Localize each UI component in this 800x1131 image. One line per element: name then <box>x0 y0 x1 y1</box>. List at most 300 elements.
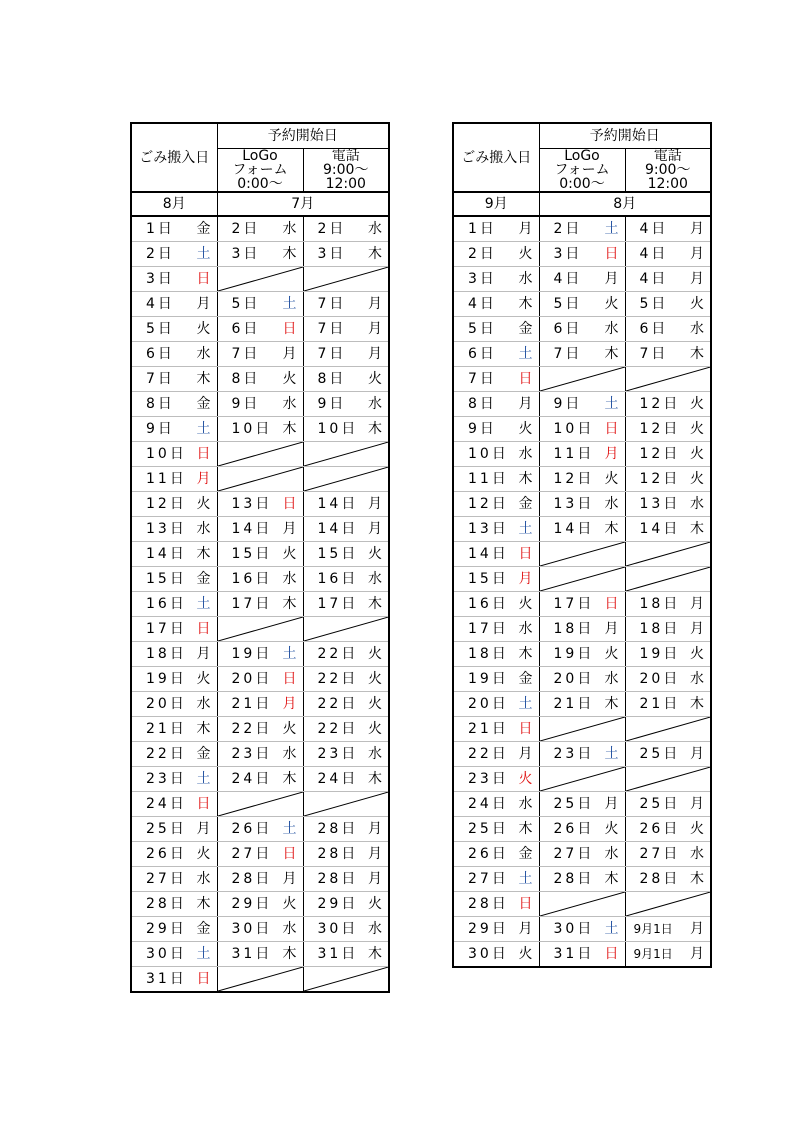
collection-day-cell <box>453 942 539 968</box>
diagonal-slash <box>540 367 625 391</box>
collection-day-cell <box>453 342 539 367</box>
table-row <box>131 667 389 692</box>
phone-cell <box>625 467 711 492</box>
phone-header-line: 12:00 <box>647 176 688 192</box>
date-cell <box>540 242 625 266</box>
phone-cell <box>303 892 389 917</box>
collection-day-cell <box>131 267 217 292</box>
date-label: 30日 <box>468 946 509 962</box>
weekday-label: 火 <box>196 321 211 337</box>
table-row <box>131 617 389 642</box>
date-cell <box>132 717 217 741</box>
date-label: 28日 <box>468 896 509 912</box>
schedule-table-2 <box>452 122 712 968</box>
date-cell <box>218 342 303 366</box>
date-label: 29日 <box>231 896 273 912</box>
weekday-label: 月 <box>690 271 704 287</box>
date-cell <box>132 742 217 766</box>
collection-day-cell <box>131 467 217 492</box>
date-cell <box>132 242 217 266</box>
date-cell <box>218 892 303 916</box>
logo-form-cell <box>539 342 625 367</box>
reservation-start-header: 予約開始日 <box>539 123 711 149</box>
logo-form-cell <box>217 792 303 817</box>
date-cell <box>454 367 539 391</box>
date-cell <box>540 842 625 866</box>
collection-day-cell <box>131 567 217 592</box>
collection-day-cell <box>453 492 539 517</box>
weekday-label: 火 <box>282 896 297 912</box>
date-label: 9日 <box>231 396 261 412</box>
phone-cell <box>625 867 711 892</box>
phone-cell <box>625 317 711 342</box>
phone-cell <box>625 567 711 592</box>
date-label: 31日 <box>553 946 595 962</box>
logo-form-header <box>539 149 625 193</box>
weekday-label: 月 <box>604 271 619 287</box>
date-cell <box>540 642 625 666</box>
date-cell <box>454 392 539 416</box>
date-label: 31日 <box>231 946 273 962</box>
date-label: 7日 <box>553 346 583 362</box>
weekday-label: 日 <box>282 321 297 337</box>
weekday-label: 木 <box>282 246 297 262</box>
date-label: 31日 <box>146 971 187 987</box>
date-label: 16日 <box>317 571 359 587</box>
date-label: 28日 <box>231 871 273 887</box>
date-label: 13日 <box>639 496 681 512</box>
date-cell <box>304 367 389 391</box>
date-label: 29日 <box>146 921 187 937</box>
date-cell <box>626 842 711 866</box>
weekday-label: 月 <box>368 496 382 512</box>
logo-form-cell <box>539 842 625 867</box>
date-cell <box>132 642 217 666</box>
weekday-label: 土 <box>282 646 297 662</box>
collection-day-cell <box>131 492 217 517</box>
date-cell <box>626 317 711 341</box>
date-label: 25日 <box>468 821 509 837</box>
date-cell <box>454 292 539 316</box>
date-cell <box>218 867 303 891</box>
date-label: 18日 <box>639 621 681 637</box>
weekday-label: 木 <box>368 246 382 262</box>
weekday-label: 月 <box>368 871 382 887</box>
weekday-label: 日 <box>196 446 211 462</box>
weekday-label: 火 <box>518 946 533 962</box>
date-cell <box>626 867 711 891</box>
weekday-label: 木 <box>368 596 382 612</box>
weekday-label: 月 <box>196 821 211 837</box>
date-cell <box>454 792 539 816</box>
date-label: 8日 <box>317 371 347 387</box>
date-label: 13日 <box>468 521 509 537</box>
collection-day-cell <box>453 242 539 267</box>
collection-day-header: ごみ搬入日 <box>131 123 217 192</box>
date-label: 3日 <box>468 271 497 287</box>
weekday-label: 水 <box>518 446 533 462</box>
date-cell <box>132 367 217 391</box>
phone-cell <box>625 267 711 292</box>
phone-cell <box>303 492 389 517</box>
collection-day-cell <box>453 742 539 767</box>
weekday-label: 木 <box>282 946 297 962</box>
date-cell <box>626 817 711 841</box>
date-label: 12日 <box>639 421 681 437</box>
date-cell <box>454 842 539 866</box>
date-label: 17日 <box>231 596 273 612</box>
collection-day-cell <box>453 867 539 892</box>
table-row <box>131 692 389 717</box>
date-label: 4日 <box>146 296 175 312</box>
date-cell <box>218 567 303 591</box>
date-label: 13日 <box>553 496 595 512</box>
logo-form-cell <box>539 242 625 267</box>
date-cell <box>304 517 389 541</box>
collection-day-cell <box>453 392 539 417</box>
phone-cell <box>625 442 711 467</box>
date-label: 27日 <box>553 846 595 862</box>
weekday-label: 月 <box>518 746 533 762</box>
weekday-label: 火 <box>690 471 704 487</box>
collection-day-cell <box>131 542 217 567</box>
weekday-label: 土 <box>196 771 211 787</box>
date-cell <box>304 542 389 566</box>
weekday-label: 水 <box>518 621 533 637</box>
date-label: 2日 <box>146 246 175 262</box>
date-cell <box>218 242 303 266</box>
weekday-label: 日 <box>282 671 297 687</box>
weekday-label: 木 <box>196 896 211 912</box>
schedule-table-1 <box>130 122 390 993</box>
logo-form-cell <box>217 842 303 867</box>
weekday-label: 木 <box>518 296 533 312</box>
date-label: 18日 <box>146 646 187 662</box>
date-label: 8日 <box>468 396 497 412</box>
collection-day-cell <box>131 717 217 742</box>
collection-day-cell <box>453 267 539 292</box>
weekday-label: 月 <box>368 846 382 862</box>
date-label: 19日 <box>639 646 681 662</box>
weekday-label: 火 <box>282 721 297 737</box>
date-cell <box>132 767 217 791</box>
weekday-label: 火 <box>368 896 382 912</box>
date-label: 3日 <box>317 246 347 262</box>
table-row <box>131 467 389 492</box>
not-applicable-cell <box>218 467 303 491</box>
table-row <box>131 317 389 342</box>
date-cell <box>132 217 217 241</box>
logo-form-cell <box>539 517 625 542</box>
weekday-label: 木 <box>690 346 704 362</box>
logo-form-cell <box>539 492 625 517</box>
phone-header-line: 電話 <box>653 148 682 164</box>
date-cell <box>132 542 217 566</box>
date-cell <box>540 317 625 341</box>
phone-cell <box>625 542 711 567</box>
date-label: 24日 <box>146 796 187 812</box>
not-applicable-cell <box>626 542 711 566</box>
table-row <box>131 492 389 517</box>
date-cell <box>626 592 711 616</box>
date-cell <box>132 842 217 866</box>
date-label: 26日 <box>639 821 681 837</box>
weekday-label: 金 <box>518 321 533 337</box>
phone-cell <box>303 442 389 467</box>
collection-day-cell <box>131 317 217 342</box>
collection-day-cell <box>453 442 539 467</box>
collection-day-cell <box>131 817 217 842</box>
date-label: 22日 <box>146 746 187 762</box>
not-applicable-cell <box>540 717 625 741</box>
weekday-label: 火 <box>690 396 704 412</box>
not-applicable-cell <box>304 442 389 466</box>
date-cell <box>540 667 625 691</box>
phone-cell <box>625 642 711 667</box>
date-cell <box>304 717 389 741</box>
date-label: 2日 <box>468 246 497 262</box>
collection-day-cell <box>131 692 217 717</box>
date-cell <box>218 717 303 741</box>
weekday-label: 火 <box>518 596 533 612</box>
table-row <box>131 717 389 742</box>
table-row <box>453 242 711 267</box>
logo-form-cell <box>539 467 625 492</box>
date-label: 12日 <box>639 396 681 412</box>
table-row <box>453 467 711 492</box>
weekday-label: 火 <box>282 546 297 562</box>
date-cell <box>626 667 711 691</box>
table-row <box>453 692 711 717</box>
not-applicable-cell <box>304 792 389 816</box>
date-label: 18日 <box>468 646 509 662</box>
phone-cell <box>625 216 711 242</box>
phone-cell <box>625 617 711 642</box>
table-row <box>453 892 711 917</box>
phone-cell <box>303 792 389 817</box>
phone-cell <box>303 967 389 993</box>
weekday-label: 土 <box>196 596 211 612</box>
date-cell <box>132 892 217 916</box>
logo-form-cell <box>539 867 625 892</box>
date-cell <box>454 942 539 966</box>
phone-cell <box>303 216 389 242</box>
diagonal-slash <box>218 967 303 991</box>
logo-form-cell <box>217 317 303 342</box>
table-row <box>131 367 389 392</box>
phone-cell <box>625 367 711 392</box>
date-cell <box>304 242 389 266</box>
date-label: 28日 <box>317 846 359 862</box>
logo-form-cell <box>539 917 625 942</box>
weekday-label: 火 <box>368 646 382 662</box>
date-cell <box>454 667 539 691</box>
date-cell <box>540 792 625 816</box>
date-label: 2日 <box>317 221 347 237</box>
collection-day-cell <box>453 592 539 617</box>
table-row <box>453 542 711 567</box>
weekday-label: 水 <box>282 571 297 587</box>
weekday-label: 木 <box>368 421 382 437</box>
date-label: 15日 <box>468 571 509 587</box>
date-cell <box>454 617 539 641</box>
date-cell <box>540 917 625 941</box>
date-label: 23日 <box>317 746 359 762</box>
table-row <box>453 417 711 442</box>
date-cell <box>132 617 217 641</box>
date-cell <box>540 692 625 716</box>
weekday-label: 土 <box>604 221 619 237</box>
date-cell <box>454 917 539 941</box>
phone-cell <box>625 292 711 317</box>
table-row <box>131 417 389 442</box>
weekday-label: 火 <box>196 846 211 862</box>
diagonal-slash <box>626 717 711 741</box>
date-label: 5日 <box>231 296 261 312</box>
table-row <box>453 442 711 467</box>
logo-form-cell <box>217 667 303 692</box>
logo-form-cell <box>539 442 625 467</box>
table-row <box>453 942 711 968</box>
weekday-label: 日 <box>518 546 533 562</box>
date-label: 25日 <box>639 796 681 812</box>
date-label: 4日 <box>639 271 669 287</box>
not-applicable-cell <box>304 967 389 991</box>
date-label: 16日 <box>146 596 187 612</box>
collection-month: 8月 <box>131 192 217 216</box>
collection-day-cell <box>131 517 217 542</box>
logo-form-header-line: フォーム <box>554 162 610 178</box>
logo-form-cell <box>539 542 625 567</box>
date-label: 12日 <box>146 496 187 512</box>
weekday-label: 日 <box>518 371 533 387</box>
phone-header <box>303 149 389 193</box>
logo-form-cell <box>217 867 303 892</box>
collection-day-cell <box>453 417 539 442</box>
weekday-label: 木 <box>518 471 533 487</box>
date-cell <box>304 567 389 591</box>
date-cell <box>304 842 389 866</box>
weekday-label: 水 <box>690 496 704 512</box>
date-label: 14日 <box>146 546 187 562</box>
date-label: 14日 <box>639 521 681 537</box>
logo-form-cell <box>539 792 625 817</box>
table-row <box>453 567 711 592</box>
weekday-label: 土 <box>196 946 211 962</box>
weekday-label: 水 <box>196 696 211 712</box>
weekday-label: 金 <box>196 921 211 937</box>
phone-cell <box>303 867 389 892</box>
collection-day-cell <box>453 292 539 317</box>
date-label: 19日 <box>231 646 273 662</box>
weekday-label: 月 <box>282 346 297 362</box>
weekday-label: 水 <box>368 396 382 412</box>
date-label: 26日 <box>468 846 509 862</box>
date-cell <box>218 842 303 866</box>
date-cell <box>454 767 539 791</box>
not-applicable-cell <box>304 467 389 491</box>
weekday-label: 土 <box>518 871 533 887</box>
table-row <box>131 442 389 467</box>
date-cell <box>304 767 389 791</box>
date-label: 1日 <box>146 221 175 237</box>
date-label: 6日 <box>639 321 669 337</box>
date-label: 5日 <box>553 296 583 312</box>
logo-form-header <box>217 149 303 193</box>
diagonal-slash <box>626 567 711 591</box>
not-applicable-cell <box>626 892 711 916</box>
date-cell <box>218 292 303 316</box>
date-cell <box>626 292 711 316</box>
weekday-label: 水 <box>368 221 382 237</box>
weekday-label: 金 <box>196 396 211 412</box>
date-cell <box>540 342 625 366</box>
date-cell <box>626 642 711 666</box>
weekday-label: 日 <box>196 621 211 637</box>
date-cell <box>626 692 711 716</box>
date-label: 19日 <box>553 646 595 662</box>
phone-cell <box>625 242 711 267</box>
table-row <box>131 542 389 567</box>
date-cell <box>626 217 711 241</box>
table-row <box>453 742 711 767</box>
date-cell <box>218 767 303 791</box>
date-label: 14日 <box>317 496 359 512</box>
date-cell <box>132 867 217 891</box>
phone-cell <box>625 692 711 717</box>
weekday-label: 木 <box>690 696 704 712</box>
date-label: 4日 <box>468 296 497 312</box>
date-label: 26日 <box>146 846 187 862</box>
table-row <box>453 817 711 842</box>
weekday-label: 木 <box>196 546 211 562</box>
date-cell <box>132 392 217 416</box>
logo-form-header-line: フォーム <box>232 162 288 178</box>
collection-day-cell <box>453 467 539 492</box>
date-label: 20日 <box>468 696 509 712</box>
phone-cell <box>303 317 389 342</box>
date-cell <box>540 467 625 491</box>
weekday-label: 月 <box>604 446 619 462</box>
weekday-label: 火 <box>368 721 382 737</box>
weekday-label: 火 <box>690 446 704 462</box>
weekday-label: 月 <box>282 871 297 887</box>
phone-header-line: 電話 <box>331 148 360 164</box>
date-label: 18日 <box>639 596 681 612</box>
weekday-label: 木 <box>690 871 704 887</box>
not-applicable-cell <box>218 267 303 291</box>
logo-form-cell <box>217 442 303 467</box>
diagonal-slash <box>304 467 389 491</box>
date-cell <box>540 942 625 966</box>
date-cell <box>540 742 625 766</box>
table-row <box>453 717 711 742</box>
weekday-label: 日 <box>196 971 211 987</box>
date-label: 3日 <box>553 246 583 262</box>
date-label: 22日 <box>317 696 359 712</box>
not-applicable-cell <box>626 367 711 391</box>
date-cell <box>304 692 389 716</box>
table-row <box>131 267 389 292</box>
logo-form-cell <box>217 292 303 317</box>
weekday-label: 火 <box>518 421 533 437</box>
weekday-label: 金 <box>196 571 211 587</box>
date-cell <box>540 217 625 241</box>
date-cell <box>218 642 303 666</box>
logo-form-cell <box>539 367 625 392</box>
weekday-label: 水 <box>690 321 704 337</box>
weekday-label: 火 <box>368 671 382 687</box>
